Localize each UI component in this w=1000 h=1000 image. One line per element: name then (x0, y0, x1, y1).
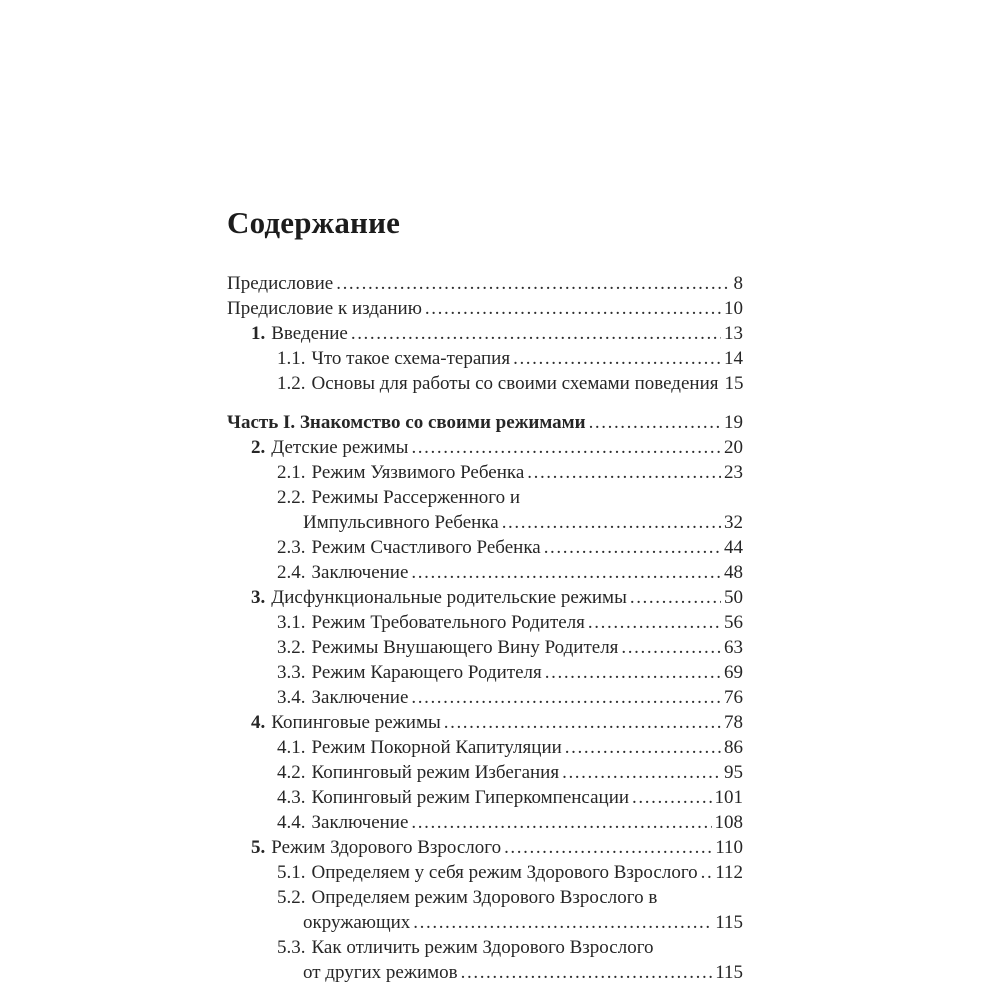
toc-entry-page: 15 (724, 373, 744, 394)
toc-entry-title: Режим Счастливого Ребенка (311, 537, 541, 558)
dot-leader (585, 610, 721, 635)
toc-entry-number: 2.3. (277, 537, 306, 558)
toc-entry (227, 510, 743, 535)
toc-entry-title: Копинговый режим Избегания (311, 762, 560, 783)
toc-entry (227, 735, 743, 760)
page-title: Содержание (227, 205, 401, 240)
toc-entry-title: Основы для работы со своими схемами поведения (311, 373, 719, 394)
toc-entry-number: 4.2. (277, 762, 306, 783)
toc-entry-number: 3.1. (277, 612, 306, 633)
toc-entry-title: Режим Уязвимого Ребенка (311, 462, 525, 483)
toc-entry-number: 3.3. (277, 662, 306, 683)
toc-entry-page: 78 (724, 712, 743, 733)
toc-entry-title: Заключение (311, 562, 409, 583)
toc-entry-title: Определяем режим Здорового Взрослого в (311, 887, 658, 908)
toc-entry-title: Введение (271, 323, 348, 344)
toc-entry-title: Дисфункциональные родительские режимы (271, 587, 627, 608)
toc-entry-number: 5. (251, 837, 266, 858)
toc-entry-page: 48 (724, 562, 743, 583)
toc-entry-number: 3.4. (277, 687, 306, 708)
toc-entry-number: 1.2. (277, 373, 306, 394)
toc-entry-page: 101 (714, 787, 743, 808)
toc-entry (227, 485, 743, 510)
toc-content (227, 205, 743, 985)
toc-entry-title: от других режимов (303, 962, 458, 983)
toc-entry (227, 660, 743, 685)
toc-entry-page: 112 (715, 862, 743, 883)
toc-entry-number: 1. (251, 323, 266, 344)
dot-leader (408, 560, 721, 585)
dot-leader (441, 710, 721, 735)
toc-entry-number: 3.2. (277, 637, 306, 658)
toc-entry-page: 8 (733, 273, 743, 294)
dot-leader (586, 410, 721, 435)
toc-entry (227, 296, 743, 321)
toc-entry-number: 2. (251, 437, 266, 458)
toc-entry-title: Копинговый режим Гиперкомпенсации (311, 787, 630, 808)
toc-entry (227, 610, 743, 635)
dot-leader (629, 785, 711, 810)
toc-entry-title: Предисловие к изданию (227, 298, 422, 319)
dot-leader (618, 635, 721, 660)
dot-leader (501, 835, 712, 860)
toc-entry-page: 108 (714, 812, 743, 833)
toc-entry (227, 835, 743, 860)
toc-entry-title: Импульсивного Ребенка (303, 512, 499, 533)
toc-entry-title: Как отличить режим Здорового Взрослого (311, 937, 654, 958)
toc-entry-page: 76 (724, 687, 743, 708)
toc-list (227, 271, 743, 985)
toc-entry (227, 860, 743, 885)
toc-entry-title: Что такое схема-терапия (311, 348, 511, 369)
toc-entry-number: 5.3. (277, 937, 306, 958)
dot-leader (542, 660, 721, 685)
toc-entry (227, 685, 743, 710)
toc-entry-title: Детские режимы (271, 437, 409, 458)
toc-entry-page: 19 (724, 412, 743, 433)
dot-leader (333, 271, 730, 296)
toc-entry-number: 4.1. (277, 737, 306, 758)
dot-leader (348, 321, 721, 346)
toc-entry-number: 3. (251, 587, 266, 608)
dot-leader (410, 910, 712, 935)
toc-entry-number: 4.4. (277, 812, 306, 833)
toc-entry (227, 910, 743, 935)
toc-entry-page: 115 (715, 912, 743, 933)
dot-leader (524, 460, 721, 485)
dot-leader (541, 535, 721, 560)
toc-entry (227, 810, 743, 835)
dot-leader (627, 585, 721, 610)
dot-leader (559, 760, 721, 785)
toc-entry-page: 86 (724, 737, 743, 758)
toc-entry-title: Режим Здорового Взрослого (271, 837, 502, 858)
toc-entry (227, 321, 743, 346)
toc-entry-title: окружающих (303, 912, 411, 933)
toc-entry-title: Режим Покорной Капитуляции (311, 737, 562, 758)
toc-entry-page: 110 (715, 837, 743, 858)
toc-entry-number: 2.4. (277, 562, 306, 583)
toc-entry-number: 4. (251, 712, 266, 733)
toc-entry-page: 20 (724, 437, 743, 458)
toc-entry-title: Режимы Внушающего Вину Родителя (311, 637, 619, 658)
toc-entry-title: Режимы Рассерженного и (311, 487, 520, 508)
toc-entry-number: 5.2. (277, 887, 306, 908)
toc-entry (227, 271, 743, 296)
toc-entry-title: Заключение (311, 687, 409, 708)
toc-entry (227, 560, 743, 585)
dot-leader (408, 810, 711, 835)
dot-leader (408, 685, 721, 710)
toc-entry-page: 95 (724, 762, 743, 783)
dot-leader (422, 296, 721, 321)
dot-leader (698, 860, 713, 885)
toc-entry (227, 960, 743, 985)
toc-entry-page: 10 (724, 298, 743, 319)
toc-entry-title: Предисловие (227, 273, 334, 294)
toc-entry-number: 2.1. (277, 462, 306, 483)
toc-entry-page: 32 (724, 512, 743, 533)
toc-entry-page: 44 (724, 537, 743, 558)
toc-entry (227, 410, 743, 435)
toc-entry (227, 435, 743, 460)
toc-entry (227, 535, 743, 560)
toc-entry (227, 346, 743, 371)
toc-entry-number: 1.1. (277, 348, 306, 369)
toc-entry (227, 785, 743, 810)
toc-entry-page: 50 (724, 587, 743, 608)
toc-entry (227, 935, 743, 960)
toc-entry-page: 13 (724, 323, 743, 344)
toc-entry-title: Определяем у себя режим Здорового Взрослого (311, 862, 698, 883)
toc-entry-page: 63 (724, 637, 743, 658)
toc-entry-page: 115 (715, 962, 743, 983)
toc-entry-title: Режим Карающего Родителя (311, 662, 542, 683)
toc-entry-number: 4.3. (277, 787, 306, 808)
toc-entry (227, 371, 743, 396)
toc-entry-number: 5.1. (277, 862, 306, 883)
toc-entry-page: 56 (724, 612, 743, 633)
dot-leader (408, 435, 721, 460)
toc-entry-title: Режим Требовательного Родителя (311, 612, 585, 633)
toc-entry-page: 14 (724, 348, 743, 369)
dot-leader (510, 346, 721, 371)
dot-leader (562, 735, 721, 760)
toc-entry (227, 585, 743, 610)
toc-entry (227, 710, 743, 735)
toc-entry (227, 885, 743, 910)
dot-leader (458, 960, 713, 985)
toc-entry-page: 23 (724, 462, 743, 483)
toc-entry (227, 760, 743, 785)
toc-entry-title: Копинговые режимы (271, 712, 441, 733)
toc-entry (227, 460, 743, 485)
toc-entry (227, 635, 743, 660)
toc-entry-title: Часть I. Знакомство со своими режимами (227, 412, 586, 433)
toc-entry-number: 2.2. (277, 487, 306, 508)
toc-entry-title: Заключение (311, 812, 409, 833)
toc-entry-page: 69 (724, 662, 743, 683)
dot-leader (499, 510, 721, 535)
